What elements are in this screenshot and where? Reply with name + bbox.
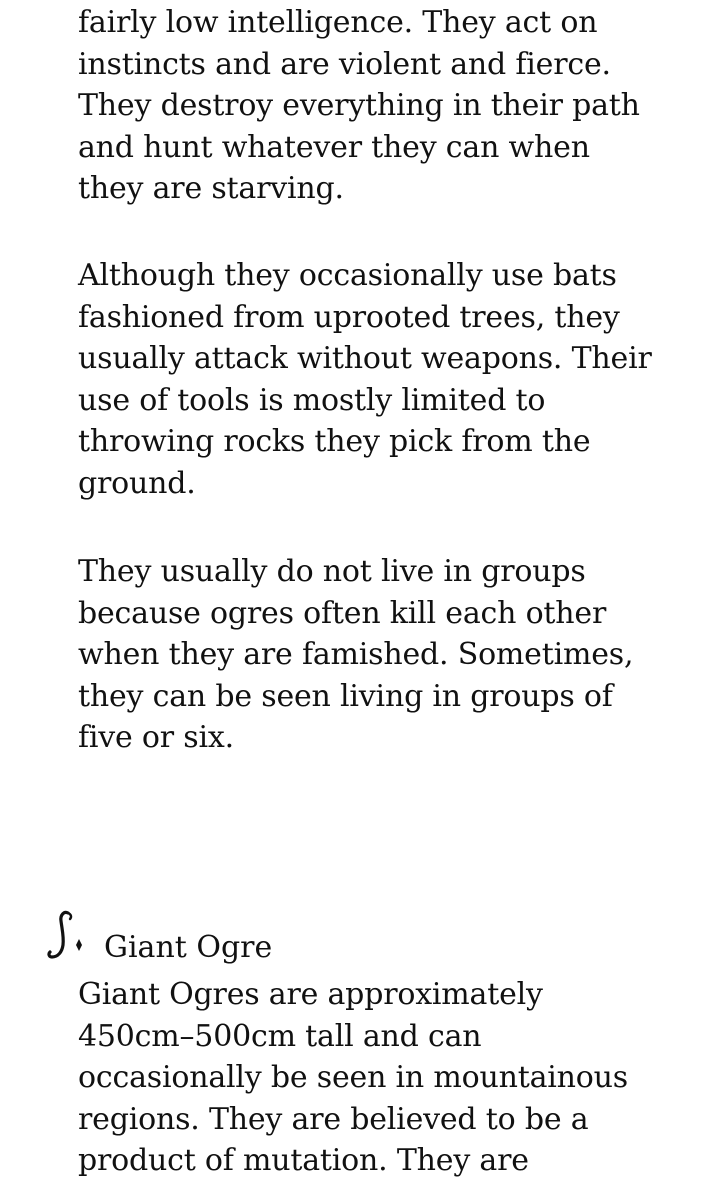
- section-heading: [44, 905, 664, 965]
- paragraph-giant-ogre: Giant Ogres are approximately 450cm–500cm tall and can occasionally be seen in mountainous regions. They are believed to be a product of mutation. They are: [78, 977, 628, 1179]
- paragraph-intelligence: fairly low intelligence. They act on instincts and are violent and fierce. They destroy everything in their path and hunt whatever they can when they are starving.: [78, 5, 640, 207]
- calligraphic-glyph-icon: [44, 905, 94, 967]
- paragraph-groups: They usually do not live in groups because ogres often kill each other when they are famished. Sometimes, they can be seen living in groups of five or six.: [78, 554, 634, 756]
- section-title: Giant Ogre: [104, 930, 273, 965]
- paragraph-weapons: Although they occasionally use bats fashioned from uprooted trees, they usually attack without weapons. Their use of tools is mostly limited to throwing rocks they pick from the ground.: [78, 258, 652, 501]
